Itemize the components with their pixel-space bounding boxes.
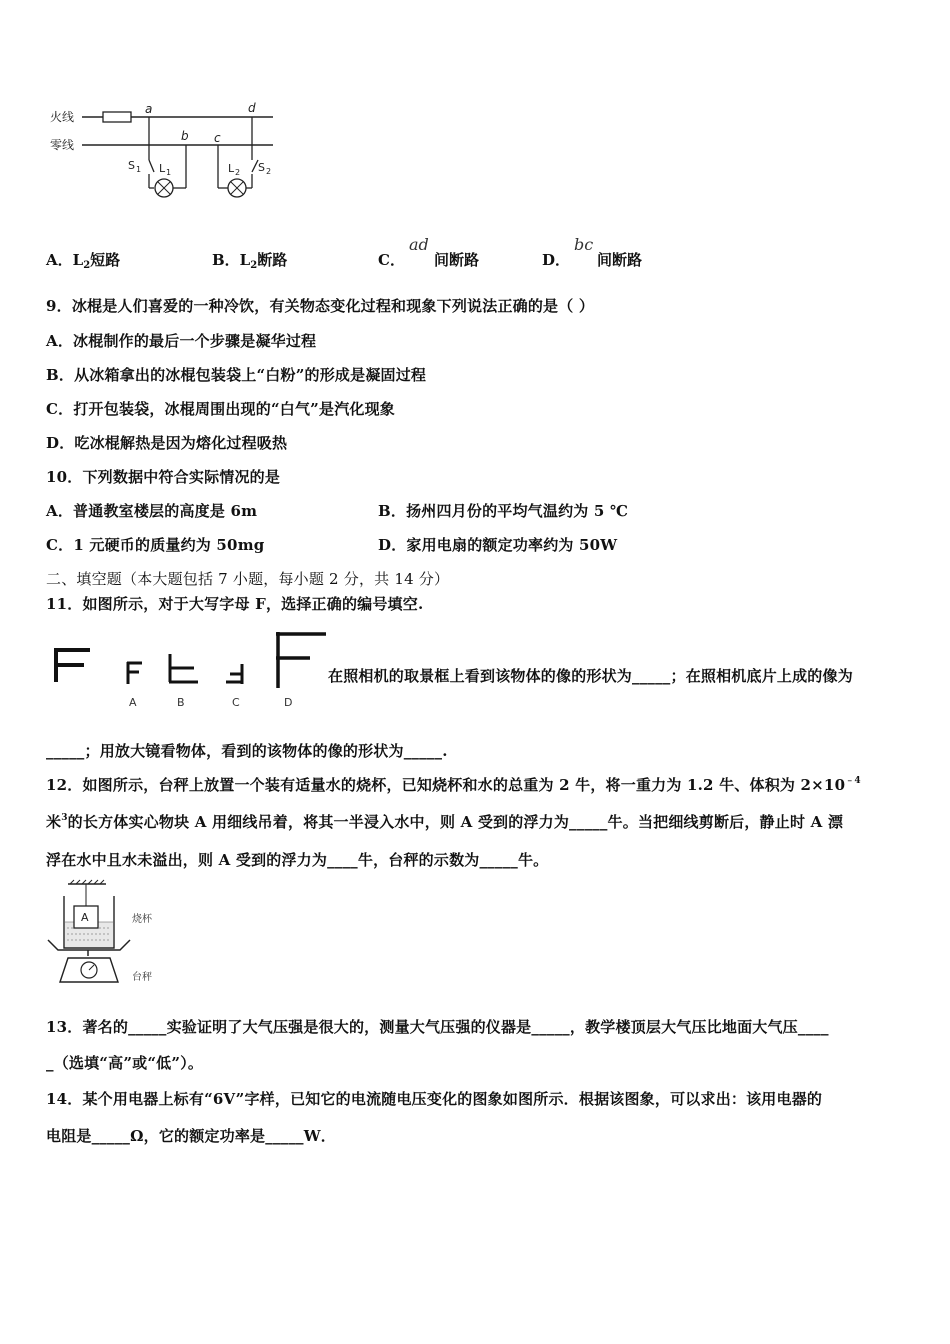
f-label-d: D — [284, 696, 293, 709]
q12-line-2 — [46, 811, 843, 832]
q11-line-1: 在照相机的取景框上看到该物体的像的形状为_____；在照相机底片上成的像为 — [328, 667, 853, 685]
switch-s1-subscript: 1 — [136, 165, 142, 174]
q9-option-b: B．从冰箱拿出的冰棍包装袋上“白粉”的形成是凝固过程 — [46, 366, 427, 384]
q12-line-1-text: 12．如图所示，台秤上放置一个装有适量水的烧杯，已知烧杯和水的总重为 2 牛，将一重力为 1.2 牛、体积为 2×10 — [46, 776, 846, 794]
q13-line-2: _（选填“高”或“低”）。 — [46, 1054, 204, 1072]
q8-option-c — [378, 249, 405, 270]
point-c-label: c — [214, 131, 221, 145]
f-label-c: C — [232, 696, 240, 709]
letter-f-figure — [46, 624, 328, 712]
f-option-b-icon — [169, 654, 198, 682]
q12-line-2-text: 的长方体实心物块 A 用细线吊着，将其一半浸入水中，则 A 受到的浮力为_____牛。当把细线剪断后，静止时 A 漂 — [67, 813, 844, 831]
q10-option-d: D．家用电扇的额定功率约为 50W — [378, 536, 618, 554]
q9-option-c: C．打开包装袋，冰棍周围出现的“白气”是汽化现象 — [46, 400, 395, 418]
fuse-icon — [103, 112, 131, 122]
q8-option-a-sub: 2 — [83, 260, 91, 271]
q10-option-c: C．1 元硬币的质量约为 50mg — [46, 536, 265, 554]
scale-label: 台秤 — [132, 972, 152, 983]
switch-s1-label: S — [128, 159, 135, 172]
f-option-c-icon — [226, 664, 243, 684]
point-a-label: a — [145, 102, 153, 116]
q8-option-d — [542, 249, 570, 270]
q9-stem: 9．冰棍是人们喜爱的一种冷饮，有关物态变化过程和现象下列说法正确的是（ ） — [46, 297, 595, 315]
f-label-a: A — [129, 696, 137, 709]
live-wire-label: 火线 — [50, 110, 75, 124]
q9-option-a: A．冰棍制作的最后一个步骤是凝华过程 — [46, 332, 317, 350]
point-d-label: d — [248, 101, 256, 115]
q14-line-1: 14．某个用电器上标有“6V”字样，已知它的电流随电压变化的图象如图所示．根据该图象，可以求出：该用电器的 — [46, 1090, 823, 1108]
section-2-heading: 二、填空题（本大题包括 7 小题，每小题 2 分，共 14 分） — [46, 570, 450, 588]
beaker-label: 烧杯 — [132, 914, 152, 925]
q8-option-b — [212, 249, 287, 271]
q14-line-2: 电阻是_____Ω，它的额定功率是_____W． — [46, 1127, 336, 1145]
f-option-d-icon — [276, 632, 326, 688]
q8-option-a — [46, 249, 120, 271]
q8-option-b-text: B．L — [212, 251, 251, 269]
q8-option-d-var: bc — [574, 235, 594, 254]
beaker-scale-figure — [44, 878, 174, 988]
f-object-icon — [54, 648, 90, 682]
q13-line-1: 13．著名的_____实验证明了大气压强是很大的，测量大气压强的仪器是_____，教学楼顶层大气压比地面大气压____ — [46, 1018, 829, 1036]
point-b-label: b — [181, 129, 189, 143]
q8-option-c-var: ad — [409, 235, 429, 254]
q10-option-b: B．扬州四月份的平均气温约为 5 ℃ — [378, 502, 629, 520]
block-a-label: A — [81, 911, 89, 924]
q9-option-d: D．吃冰棍解热是因为熔化过程吸热 — [46, 434, 288, 452]
q12-line-2-pre: 米 — [46, 813, 62, 831]
q8-option-c-tail: 间断路 — [434, 251, 480, 269]
q10-stem: 10．下列数据中符合实际情况的是 — [46, 468, 281, 486]
lamp-l1-label: L — [159, 162, 166, 175]
q8-option-c-text: C． — [378, 251, 405, 269]
f-option-a-icon — [127, 662, 142, 684]
q8-option-a-text: A．L — [46, 251, 84, 269]
q8-option-d-text: D． — [542, 251, 571, 269]
neutral-wire-label: 零线 — [50, 138, 75, 152]
q10-option-a: A．普通教室楼层的高度是 6m — [46, 502, 258, 520]
q12-line-2-sup: 3 — [61, 813, 68, 823]
q8-option-d-tail: 间断路 — [597, 251, 643, 269]
lamp-l2-subscript: 2 — [235, 168, 241, 177]
q12-line-3: 浮在水中且水未溢出，则 A 受到的浮力为____牛，台秤的示数为_____牛。 — [46, 851, 549, 869]
q12-line-1-sup: ﹣4 — [845, 776, 861, 786]
q8-option-a-tail: 短路 — [90, 251, 121, 269]
switch-s1-icon — [149, 160, 154, 172]
q11-stem: 11．如图所示，对于大写字母 F，选择正确的编号填空. — [46, 595, 424, 613]
circuit-diagram — [48, 98, 288, 208]
switch-s2-label: S — [258, 161, 265, 174]
q11-line-2: _____；用放大镜看物体，看到的该物体的像的形状为_____. — [46, 742, 448, 760]
q12-line-1 — [46, 773, 861, 795]
switch-s2-subscript: 2 — [266, 167, 272, 176]
q8-option-b-sub: 2 — [250, 260, 258, 271]
f-label-b: B — [177, 696, 185, 709]
lamp-l1-subscript: 1 — [166, 168, 172, 177]
lamp-l2-label: L — [228, 162, 235, 175]
q8-option-b-tail: 断路 — [257, 251, 288, 269]
